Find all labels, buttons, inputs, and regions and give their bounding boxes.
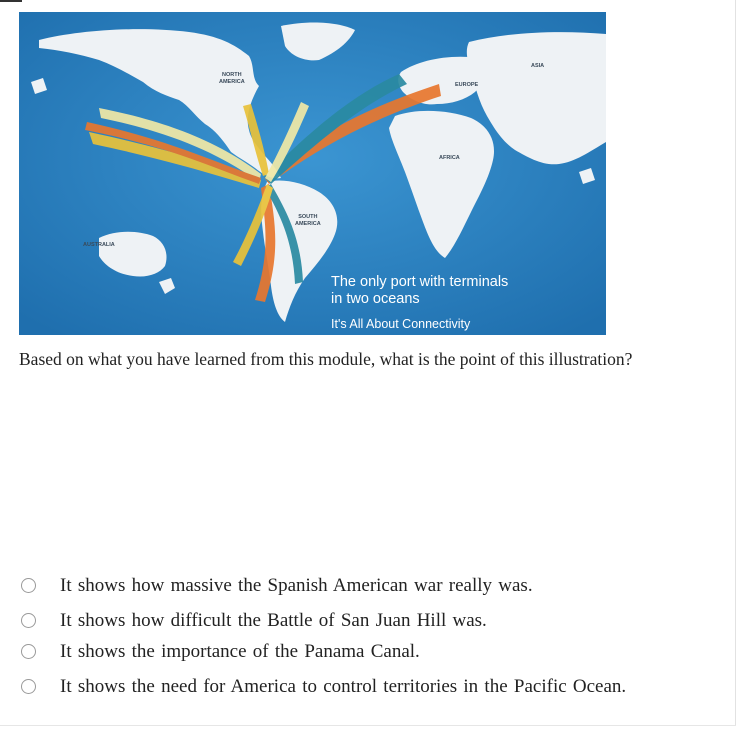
- map-tagline: [331, 274, 508, 307]
- shipping-routes-map: [19, 12, 606, 335]
- radio-button-1[interactable]: [21, 578, 36, 593]
- label-south-america: SOUTH AMERICA: [295, 214, 321, 227]
- radio-button-4[interactable]: [21, 679, 36, 694]
- right-divider: [735, 0, 736, 726]
- answer-option-3-label[interactable]: It shows the importance of the Panama Canal.: [60, 641, 420, 662]
- world-map-graphic: [19, 12, 606, 335]
- question-text: Based on what you have learned from this module, what is the point of this illustration?: [19, 349, 633, 369]
- tagline-line-2: in two oceans: [331, 290, 420, 307]
- map-slogan: It's All About Connectivity: [331, 317, 471, 331]
- label-africa: AFRICA: [439, 155, 460, 161]
- label-australia: AUSTRALIA: [83, 242, 115, 248]
- tagline-line-1: The only port with terminals: [331, 274, 509, 290]
- top-edge-tick: [0, 0, 22, 2]
- radio-button-2[interactable]: [21, 613, 36, 628]
- label-asia: ASIA: [531, 63, 545, 69]
- answer-option-1-label[interactable]: It shows how massive the Spanish American war really was.: [60, 575, 533, 596]
- label-europe: EUROPE: [455, 82, 479, 88]
- answer-option-2-label[interactable]: It shows how difficult the Battle of San Juan Hill was.: [60, 610, 487, 631]
- bottom-divider: [0, 725, 736, 726]
- label-north-america: NORTH AMERICA: [219, 72, 245, 85]
- radio-button-3[interactable]: [21, 644, 36, 659]
- answer-option-4-label[interactable]: It shows the need for America to control territories in the Pacific Ocean.: [60, 676, 627, 697]
